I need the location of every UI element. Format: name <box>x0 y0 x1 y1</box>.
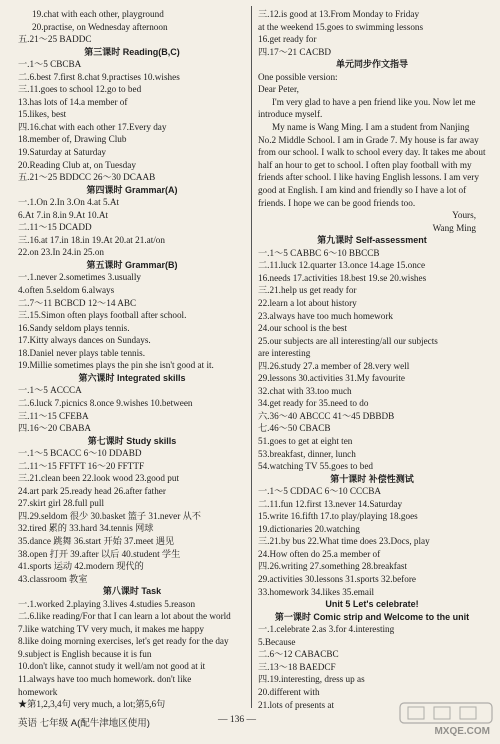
left-answer-line: 四.16～20 CBABA <box>18 423 91 434</box>
left-answer-line: 20.Reading Club at, on Tuesday <box>18 159 136 170</box>
left-answer-line: 一.1.worked 2.playing 3.lives 4.studies 5.reason <box>18 598 196 609</box>
right-answer-line: 19.dictionaries 20.watching <box>258 523 360 534</box>
left-answer-line: 35.dance 跳舞 36.start 开始 37.meet 遇见 <box>18 535 175 546</box>
right-answer-line: Dear Peter, <box>258 84 299 95</box>
right-answer-line: 二.11.luck 12.quarter 13.once 14.age 15.once <box>258 260 426 271</box>
right-answer-line: 20.different with <box>258 686 320 697</box>
left-answer-line: 一.1～5 ACCCA <box>18 385 82 396</box>
left-answer-line: 19.Millie sometimes plays the pin she isn't good at it. <box>18 360 214 371</box>
left-answer-line: 二.6.luck 7.picnics 8.once 9.wishes 10.between <box>18 397 193 408</box>
right-answer-line: 5.Because <box>258 636 296 647</box>
right-answer-line: 25.our subjects are all interesting/all our subjects <box>258 335 438 346</box>
left-answer-line: 8.like doing morning exercises, let's get ready for the day <box>18 636 229 647</box>
sample-letter <box>258 96 486 209</box>
right-answer-line: 51.goes to get at eight ten <box>258 436 353 447</box>
right-answer-line: 二.6～12 CABACBC <box>258 649 339 660</box>
left-section-heading: 第四课时 Grammar(A) <box>86 184 178 195</box>
right-answer-line: 四.26.writing 27.something 28.breakfast <box>258 561 408 572</box>
left-answer-line: 6.At 7.in 8.in 9.At 10.At <box>18 209 109 220</box>
right-answer-line: 七.46～50 CBACB <box>258 423 331 434</box>
left-section-heading: 第七课时 Study skills <box>87 435 177 446</box>
left-answer-line: 20.practise, on Wednesday afternoon <box>32 21 168 32</box>
left-answer-line: 15.likes, best <box>18 109 67 120</box>
left-answer-line: 二.11～15 FFTFT 16～20 FFTTF <box>18 460 145 471</box>
left-answer-line: 18.Daniel never plays table tennis. <box>18 347 146 358</box>
left-answer-line: 17.Kitty always dances on Sundays. <box>18 335 151 346</box>
letter-closing: Yours, <box>452 210 476 221</box>
right-answer-line: 四.26.study 27.a member of 28.very well <box>258 360 410 371</box>
right-answer-line: 三.21.help us get ready for <box>258 285 357 296</box>
left-answer-line: 二.7～11 BCBCD 12～14 ABC <box>18 297 137 308</box>
right-answer-line: 一.1～5 CABBC 6～10 BBCCB <box>258 247 380 258</box>
right-answer-line: 六.36～40 ABCCC 41～45 DBBDB <box>258 410 395 421</box>
left-answer-line: 10.don't like, cannot study it well/am not good at it <box>18 661 206 672</box>
left-answer-line: 22.on 23.In 24.in 25.on <box>18 247 105 258</box>
watermark-logo <box>398 701 494 739</box>
left-answer-line: 13.has lots of 14.a member of <box>18 96 128 107</box>
right-answer-line: 34.get ready for 35.need to do <box>258 398 369 409</box>
left-answer-line: 41.sports 运动 42.modern 现代的 <box>18 561 144 572</box>
book-title: 英语 七年级 A(配牛津地区使用) <box>18 718 150 729</box>
letter-paragraph: My name is Wang Ming. I am a student from Nanjing No.2 Middle School. I am in Grade 7. My house is far away from our school. I walk to school every day. It takes me about half an hour to get to school. I often play football with my friends after school. I like having English lessons. I am very good at English. I am kind and friendly so I have a lot of friends. I hope we can be good friends too. <box>258 122 486 208</box>
left-section-heading: 第六课时 Integrated skills <box>78 372 186 383</box>
left-answer-line: 一.1.never 2.sometimes 3.usually <box>18 272 141 283</box>
left-answer-line: 三.15.Simon often plays football after school. <box>18 310 187 321</box>
left-answer-line: 三.11.goes to school 12.go to bed <box>18 84 142 95</box>
left-answer-line: 四.16.chat with each other 17.Every day <box>18 121 167 132</box>
right-answer-line: 三.12.is good at 13.From Monday to Friday <box>258 9 420 19</box>
right-section-heading: Unit 5 Let's celebrate! <box>325 599 419 610</box>
left-answer-line: 一.1～5 CBCBA <box>18 59 82 70</box>
left-answer-line: 四.29.seldom 很少 30.basket 篮子 31.never 从不 <box>18 510 201 521</box>
left-answer-line: 11.always have too much homework. don't like <box>18 673 192 684</box>
left-answer-line: 五.21～25 BDDCC 26～30 DCAAB <box>18 172 156 183</box>
left-section-heading: 第三课时 Reading(B,C) <box>84 46 180 57</box>
right-answer-line: 21.lots of presents at <box>258 699 335 710</box>
left-answer-line: 一.1～5 BCACC 6～10 DDABD <box>18 448 142 459</box>
left-answer-line: 32.tired 累的 33.hard 34.tennis 网球 <box>18 523 154 534</box>
page-number: — 136 — <box>218 715 256 725</box>
right-answer-line: One possible version: <box>258 71 338 82</box>
right-answer-line: 22.learn a lot about history <box>258 298 357 308</box>
left-answer-line: 二.6.best 7.first 8.chat 9.practises 10.wishes <box>18 71 180 82</box>
left-answer-line: 19.Saturday at Saturday <box>18 147 107 158</box>
left-answer-line: 24.art park 25.ready head 26.after father <box>18 485 166 496</box>
right-answer-line: 一.1～5 CDDAC 6～10 CCCBA <box>258 486 382 497</box>
left-answer-line: 4.often 5.seldom 6.always <box>18 285 115 296</box>
left-answer-line: ★第1,2,3,4句 very much, a lot;第5,6句 <box>18 699 166 710</box>
left-answer-line: 19.chat with each other, playground <box>32 9 164 19</box>
right-answer-line: at the weekend 15.goes to swimming lessons <box>258 21 424 32</box>
right-section-heading: 单元同步作文指导 <box>335 59 408 70</box>
right-answer-line: 16.get ready for <box>258 34 317 45</box>
left-answer-line: 9.subject is English because it is fun <box>18 648 152 659</box>
left-answer-line: 16.Sandy seldom plays tennis. <box>18 322 130 333</box>
letter-paragraph: I'm very glad to have a pen friend like you. Now let me introduce myself. <box>258 96 476 120</box>
right-section-heading: 第一课时 Comic strip and Welcome to the unit <box>274 611 470 622</box>
right-answer-line: 53.breakfast, dinner, lunch <box>258 448 356 459</box>
left-answer-line: 27.skirt girl 28.full pull <box>18 498 105 509</box>
left-answer-line: 一.1.On 2.In 3.On 4.at 5.At <box>18 197 120 208</box>
right-answer-line: 一.1.celebrate 2.as 3.for 4.interesting <box>258 624 395 635</box>
right-answer-line: 33.homework 34.likes 35.email <box>258 586 375 597</box>
right-answer-line: 三.21.by bus 22.What time does 23.Docs, play <box>258 536 430 547</box>
left-section-heading: 第八课时 Task <box>102 586 162 597</box>
right-section-heading: 第九课时 Self-assessment <box>317 235 427 246</box>
right-answer-line: 29.activities 30.lessons 31.sports 32.before <box>258 574 416 585</box>
right-answer-line: 二.11.fun 12.first 13.never 14.Saturday <box>258 498 403 509</box>
right-answer-line: 32.chat with 33.too much <box>258 385 352 396</box>
left-answer-line: 五.21～25 BADDC <box>18 34 92 45</box>
left-answer-line: 43.classroom 教室 <box>18 573 88 584</box>
right-answer-line: 四.17～21 CACBD <box>258 46 331 57</box>
left-answer-line: 18.member of, Drawing Club <box>18 134 127 145</box>
letter-closing: Wang Ming <box>432 222 476 233</box>
right-answer-line: 54.watching TV 55.goes to bed <box>258 461 374 472</box>
column-divider <box>251 6 252 708</box>
right-answer-line: 24.our school is the best <box>258 323 348 334</box>
left-answer-line: 二.11～15 DCADD <box>18 222 92 233</box>
right-answer-line: 四.19.interesting, dress up as <box>258 674 365 685</box>
right-answer-line: 三.13～18 BAEDCF <box>258 661 336 672</box>
left-column <box>18 8 246 711</box>
right-column <box>258 8 486 711</box>
left-answer-line: 三.16.at 17.in 18.in 19.At 20.at 21.at/on <box>18 234 165 245</box>
left-section-heading: 第五课时 Grammar(B) <box>86 259 178 270</box>
right-answer-line: 29.lessons 30.activities 31.My favourite <box>258 373 405 384</box>
left-answer-line: 7.like watching TV very much, it makes me happy <box>18 623 204 634</box>
right-section-heading: 第十课时 补偿性测试 <box>330 473 414 484</box>
right-answer-line: are interesting <box>258 348 311 359</box>
right-answer-line: 23.always have too much homework <box>258 310 393 321</box>
right-answer-line: 16.needs 17.activities 18.best 19.se 20.wishes <box>258 272 427 283</box>
left-answer-line: 三.11～15 CFEBA <box>18 410 89 421</box>
left-answer-line: 三.21.clean been 22.look wood 23.good put <box>18 473 180 484</box>
left-answer-line: homework <box>18 686 58 697</box>
left-answer-line: 38.open 打开 39.after 以后 40.student 学生 <box>18 548 181 559</box>
right-answer-line: 24.How often do 25.a member of <box>258 548 381 559</box>
watermark-text: MXQE.COM <box>434 726 490 737</box>
right-answer-line: 15.write 16.fifth 17.to play/playing 18.goes <box>258 511 418 522</box>
left-answer-line: 二.6.like reading/For that I can learn a lot about the world <box>18 611 231 622</box>
